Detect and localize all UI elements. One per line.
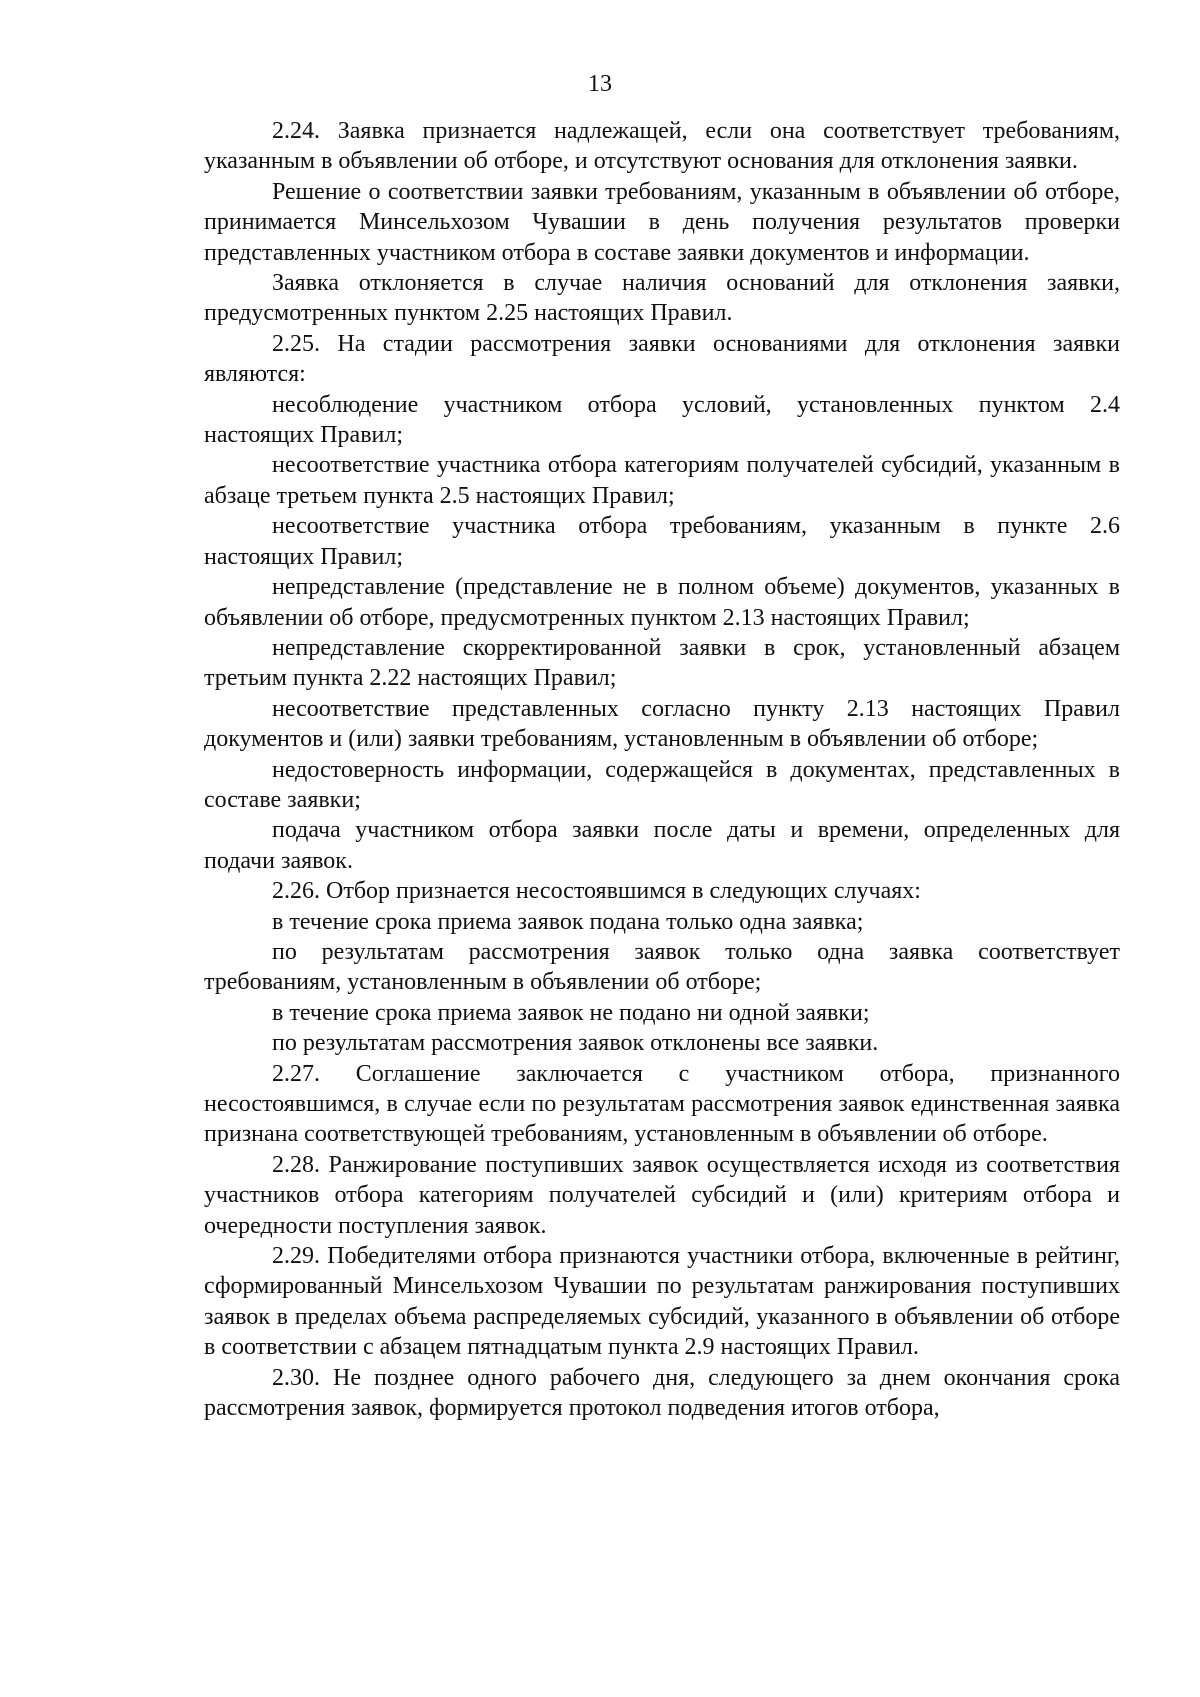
paragraph-2-30: 2.30. Не позднее одного рабочего дня, следующего за днем окончания срока рассмотрения заявок, формируется протокол подведения итогов отбора, [204, 1364, 1120, 1422]
paragraph-decision: Решение о соответствии заявки требованиям, указанным в объявлении об отборе, принимается Минсельхозом Чувашии в день получения результатов проверки представленных участником отбора в составе заявки документов и информации. [204, 178, 1120, 266]
list-item: по результатам рассмотрения заявок отклонены все заявки. [272, 1030, 879, 1057]
list-item: несоответствие участника отбора категориям получателей субсидий, указанным в абзаце третьем пункта 2.5 настоящих Правил; [204, 452, 1120, 509]
paragraph-2-25: 2.25. На стадии рассмотрения заявки основаниями для отклонения заявки являются: [204, 330, 1120, 388]
list-item: непредставление (представление не в полном объеме) документов, указанных в объявлении об отборе, предусмотренных пунктом 2.13 настоящих Правил; [204, 574, 1120, 631]
paragraph-2-26: 2.26. Отбор признается несостоявшимся в следующих случаях: [272, 878, 921, 905]
list-item: недостоверность информации, содержащейся в документах, представленных в составе заявки; [204, 756, 1120, 813]
paragraph-2-27: 2.27. Соглашение заключается с участником отбора, признанного несостоявшимся, в случае если по результатам рассмотрения заявок единственная заявка признана соответствующей требованиям, установленным в объявлении об отборе. [204, 1060, 1120, 1148]
list-item: в течение срока приема заявок не подано ни одной заявки; [272, 999, 870, 1026]
list-item: в течение срока приема заявок подана только одна заявка; [272, 908, 864, 935]
page-number: 13 [588, 71, 612, 97]
list-item: несоответствие участника отбора требованиям, указанным в пункте 2.6 настоящих Правил; [204, 513, 1120, 570]
list-item: несоответствие представленных согласно пункту 2.13 настоящих Правил документов и (или) заявки требованиям, установленным в объявлении об отборе; [204, 695, 1120, 753]
paragraph-2-24: 2.24. Заявка признается надлежащей, если она соответствует требованиям, указанным в объявлении об отборе, и отсутствуют основания для отклонения заявки. [204, 118, 1120, 175]
list-item: несоблюдение участником отбора условий, установленных пунктом 2.4 настоящих Правил; [204, 391, 1120, 449]
paragraph-rejection: Заявка отклоняется в случае наличия оснований для отклонения заявки, предусмотренных пунктом 2.25 настоящих Правил. [204, 270, 1120, 327]
document-body [204, 116, 1120, 1423]
list-item: подача участником отбора заявки после даты и времени, определенных для подачи заявок. [204, 817, 1120, 874]
paragraph-2-29: 2.29. Победителями отбора признаются участники отбора, включенные в рейтинг, сформированный Минсельхозом Чувашии по результатам ранжирования поступивших заявок в пределах объема распределяемых субсидий, указанного в объявлении об отборе в соответствии с абзацем пятнадцатым пункта 2.9 настоящих Правил. [204, 1243, 1120, 1361]
list-item: непредставление скорректированной заявки в срок, установленный абзацем третьим пункта 2.22 настоящих Правил; [204, 634, 1120, 692]
paragraph-2-28: 2.28. Ранжирование поступивших заявок осуществляется исходя из соответствия участников отбора категориям получателей субсидий и (или) критериям отбора и очередности поступления заявок. [204, 1151, 1120, 1239]
list-item: по результатам рассмотрения заявок только одна заявка соответствует требованиям, установленным в объявлении об отборе; [204, 938, 1120, 996]
